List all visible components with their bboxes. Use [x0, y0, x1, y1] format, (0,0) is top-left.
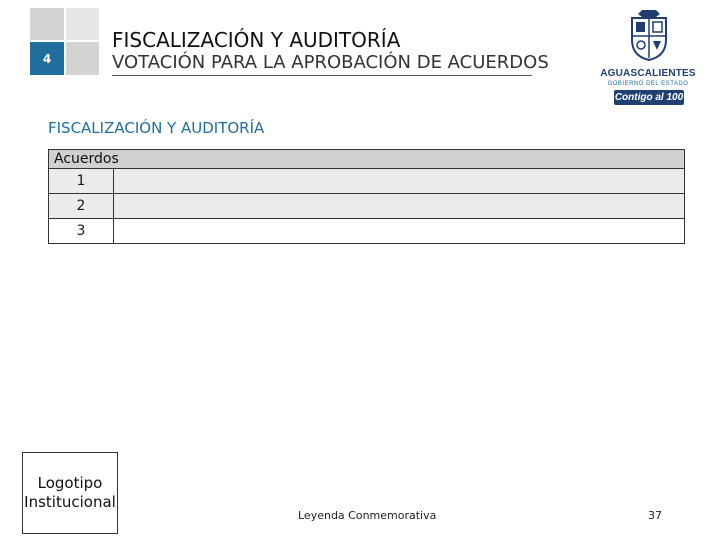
logo-government-label: GOBIERNO DEL ESTADO [607, 81, 689, 87]
logo-state-name: AGUASCALIENTES [600, 68, 696, 79]
page-title: FISCALIZACIÓN Y AUDITORÍA [112, 28, 401, 52]
corner-square-top-right [66, 8, 99, 40]
row-value [114, 219, 684, 243]
commemorative-legend: Leyenda Conmemorativa [298, 509, 437, 522]
table-row [49, 169, 684, 194]
logo-slogan: Contigo al 100 [614, 92, 684, 103]
row-value [114, 194, 684, 218]
row-number: 2 [49, 194, 114, 218]
corner-square-top-left [30, 8, 64, 40]
table-row [49, 219, 684, 243]
row-value [114, 169, 684, 193]
page-number: 37 [648, 509, 662, 522]
slide-number-badge: 4 [30, 42, 64, 75]
table-header: Acuerdos [49, 150, 684, 169]
title-divider [112, 75, 532, 76]
page-subtitle: VOTACIÓN PARA LA APROBACIÓN DE ACUERDOS [112, 52, 549, 73]
row-number: 3 [49, 219, 114, 243]
coat-of-arms-icon [628, 10, 670, 62]
section-title: FISCALIZACIÓN Y AUDITORÍA [48, 119, 265, 137]
row-number: 1 [49, 169, 114, 193]
table-row [49, 194, 684, 219]
institutional-logo-placeholder: Logotipo Institucional [22, 452, 118, 534]
corner-square-bottom-right [66, 42, 99, 75]
government-logo [598, 8, 698, 106]
agreements-table [48, 149, 685, 244]
